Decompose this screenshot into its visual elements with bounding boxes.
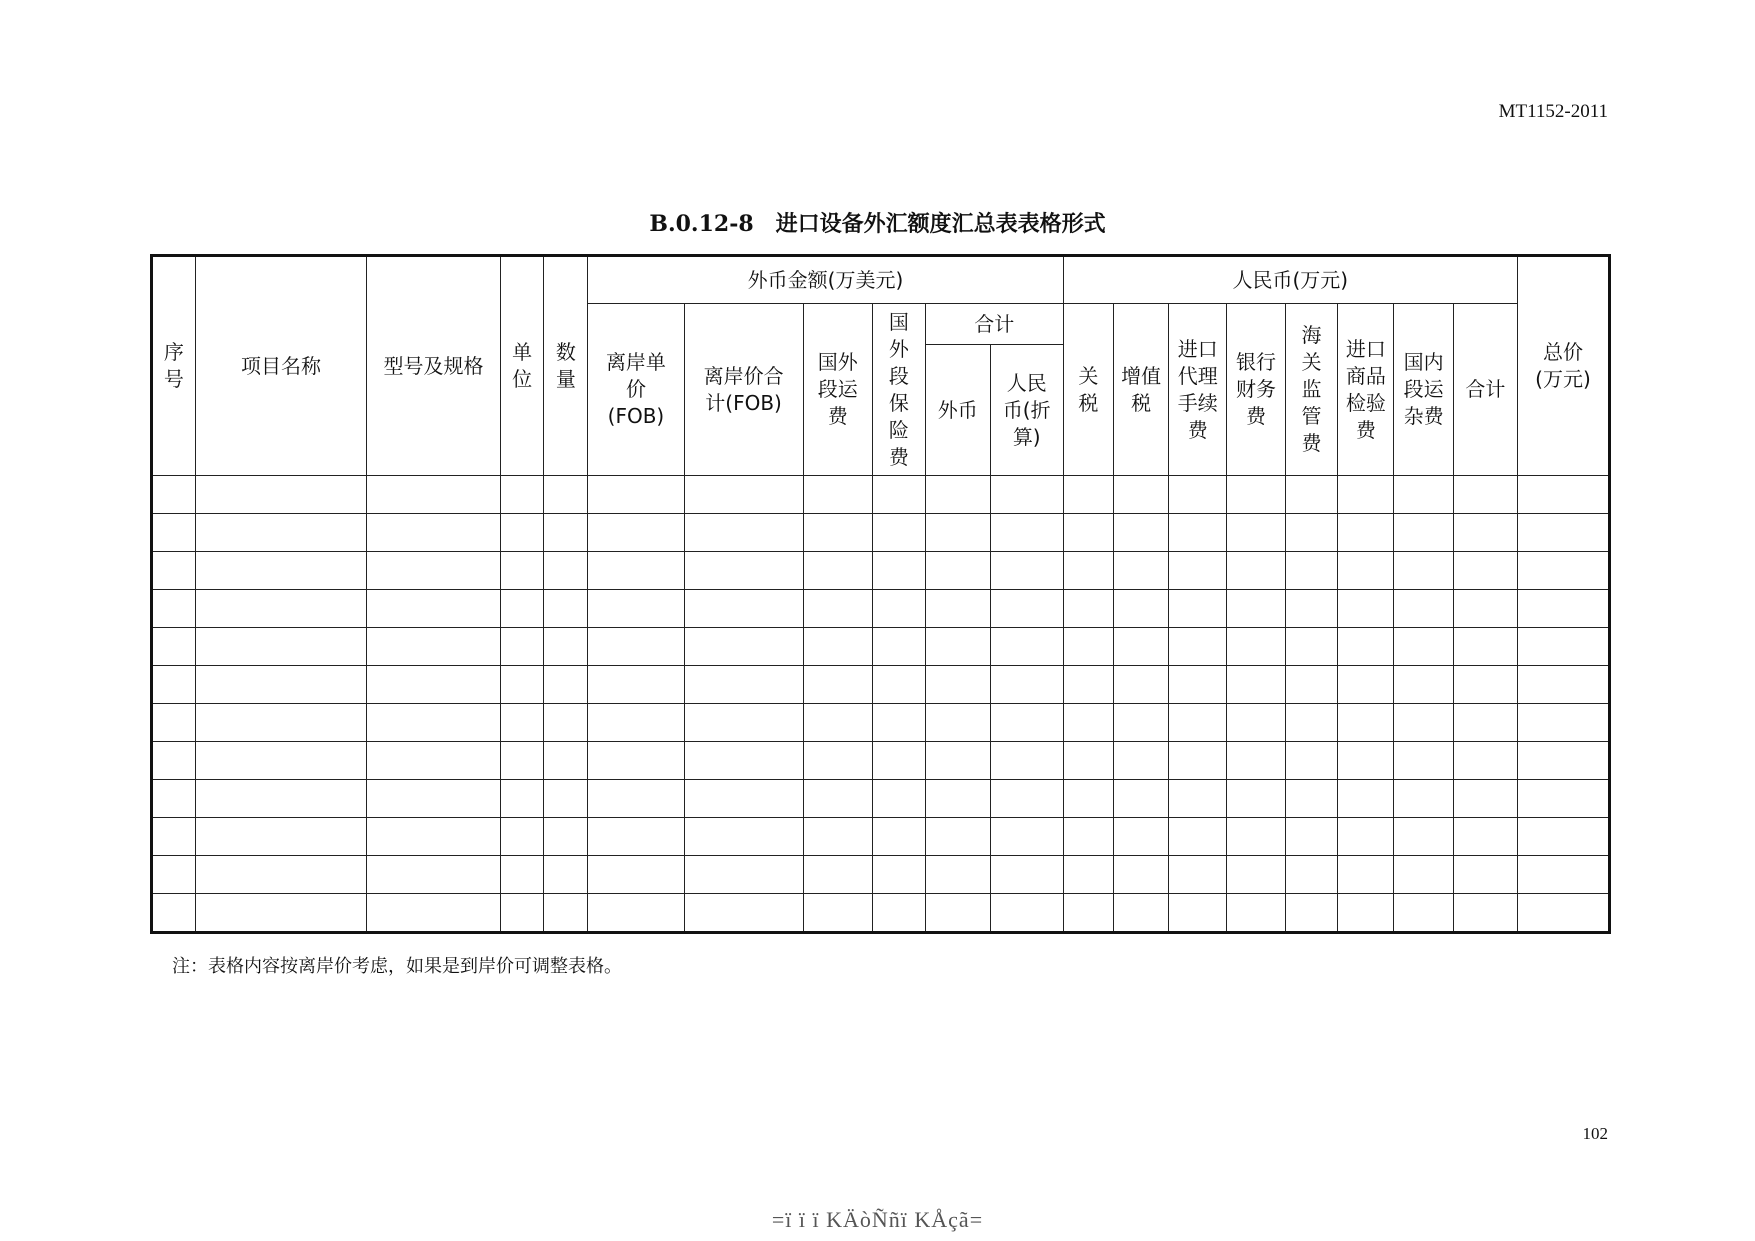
table-cell (1169, 894, 1227, 933)
table-cell (195, 552, 367, 590)
table-cell (500, 628, 544, 666)
header-foreign-group: 外币金额(万美元) (588, 256, 1063, 304)
table-cell (990, 818, 1063, 856)
table-cell (152, 704, 196, 742)
table-cell (925, 856, 990, 894)
table-cell (1338, 628, 1394, 666)
table-cell (367, 514, 500, 552)
table-cell (1114, 590, 1169, 628)
summary-table (150, 254, 1611, 934)
table-row (152, 666, 1610, 704)
table-cell (195, 590, 367, 628)
table-cell (684, 666, 803, 704)
table-cell (1227, 590, 1285, 628)
table-cell (1114, 818, 1169, 856)
table-row (152, 552, 1610, 590)
table-cell (1285, 476, 1338, 514)
table-cell (1338, 590, 1394, 628)
table-cell (1169, 856, 1227, 894)
table-cell (544, 780, 588, 818)
table-cell (873, 818, 926, 856)
table-cell (925, 666, 990, 704)
table-cell (1394, 742, 1453, 780)
table-cell (152, 894, 196, 933)
table-cell (152, 552, 196, 590)
table-cell (925, 552, 990, 590)
table-cell (1063, 476, 1113, 514)
table-cell (1169, 666, 1227, 704)
table-cell (1063, 818, 1113, 856)
table-cell (925, 742, 990, 780)
table-cell (925, 704, 990, 742)
table-row (152, 704, 1610, 742)
table-cell (925, 628, 990, 666)
table-cell (803, 818, 873, 856)
table-cell (195, 818, 367, 856)
table-cell (1227, 704, 1285, 742)
table-cell (990, 742, 1063, 780)
table-cell (195, 476, 367, 514)
table-cell (1338, 704, 1394, 742)
table-cell (152, 780, 196, 818)
table-cell (500, 514, 544, 552)
table-cell (1063, 780, 1113, 818)
table-cell (1114, 894, 1169, 933)
table-cell (1114, 628, 1169, 666)
table-cell (1063, 704, 1113, 742)
header-overseas-insurance: 国外段保险费 (873, 304, 926, 476)
table-cell (684, 856, 803, 894)
table-cell (1285, 552, 1338, 590)
table-cell (152, 666, 196, 704)
table-cell (544, 666, 588, 704)
header-customs-supervision-fee: 海关监管费 (1285, 304, 1338, 476)
table-cell (1394, 894, 1453, 933)
table-cell (544, 590, 588, 628)
table-cell (873, 514, 926, 552)
table-cell (1169, 704, 1227, 742)
table-cell (1453, 894, 1517, 933)
table-cell (1114, 742, 1169, 780)
table-cell (588, 514, 684, 552)
table-cell (500, 476, 544, 514)
table-cell (1453, 742, 1517, 780)
table-cell (1114, 514, 1169, 552)
table-cell (195, 628, 367, 666)
table-cell (1338, 856, 1394, 894)
table-cell (990, 704, 1063, 742)
table-cell (925, 818, 990, 856)
table-cell (1063, 666, 1113, 704)
table-cell (1453, 856, 1517, 894)
table-cell (544, 514, 588, 552)
table-cell (1227, 514, 1285, 552)
table-cell (1063, 628, 1113, 666)
table-cell (588, 742, 684, 780)
table-cell (195, 742, 367, 780)
table-cell (873, 742, 926, 780)
table-cell (925, 476, 990, 514)
table-cell (873, 780, 926, 818)
table-cell (1453, 514, 1517, 552)
table-cell (1517, 704, 1609, 742)
table-row (152, 780, 1610, 818)
table-cell (1169, 742, 1227, 780)
table-cell (1517, 894, 1609, 933)
table-row (152, 856, 1610, 894)
table-cell (1453, 704, 1517, 742)
table-cell (1285, 818, 1338, 856)
table-cell (1394, 628, 1453, 666)
table-cell (1338, 742, 1394, 780)
document-code: MT1152-2011 (1498, 101, 1608, 122)
table-cell (1394, 514, 1453, 552)
table-cell (152, 856, 196, 894)
table-cell (684, 552, 803, 590)
header-item-name: 项目名称 (195, 256, 367, 476)
table-cell (803, 894, 873, 933)
table-cell (1338, 552, 1394, 590)
table-cell (990, 514, 1063, 552)
table-cell (684, 818, 803, 856)
table-cell (684, 894, 803, 933)
table-cell (1227, 818, 1285, 856)
table-cell (588, 780, 684, 818)
table-cell (588, 666, 684, 704)
table-cell (925, 780, 990, 818)
table-cell (1453, 628, 1517, 666)
table-cell (152, 628, 196, 666)
table-cell (1063, 590, 1113, 628)
footer-garbled-text: =ï ï ï KÄòÑñï KÅçã= (771, 1207, 984, 1232)
table-cell (500, 742, 544, 780)
table-cell (925, 514, 990, 552)
table-cell (1394, 780, 1453, 818)
table-cell (588, 552, 684, 590)
table-cell (1285, 590, 1338, 628)
table-cell (1169, 590, 1227, 628)
table-cell (1338, 894, 1394, 933)
header-inspection-fee: 进口商品检验费 (1338, 304, 1394, 476)
table-row (152, 590, 1610, 628)
table-cell (544, 628, 588, 666)
table-cell (500, 552, 544, 590)
table-row (152, 818, 1610, 856)
table-cell (990, 856, 1063, 894)
table-cell (1063, 894, 1113, 933)
table-cell (195, 514, 367, 552)
header-subtotal: 合计 (925, 304, 1063, 345)
table-cell (1285, 894, 1338, 933)
table-cell (1394, 666, 1453, 704)
table-cell (544, 856, 588, 894)
table-cell (367, 476, 500, 514)
table-cell (1517, 818, 1609, 856)
table-cell (1338, 666, 1394, 704)
table-cell (803, 514, 873, 552)
table-cell (1453, 780, 1517, 818)
table-cell (1394, 552, 1453, 590)
table-cell (684, 704, 803, 742)
table-cell (500, 894, 544, 933)
table-cell (195, 894, 367, 933)
table-cell (990, 628, 1063, 666)
table-cell (588, 476, 684, 514)
table-cell (1285, 780, 1338, 818)
table-cell (925, 590, 990, 628)
table-cell (1285, 666, 1338, 704)
table-cell (1517, 514, 1609, 552)
table-cell (1169, 628, 1227, 666)
table-cell (1063, 742, 1113, 780)
table-cell (990, 780, 1063, 818)
table-cell (1114, 780, 1169, 818)
table-cell (1338, 476, 1394, 514)
table-cell (500, 818, 544, 856)
table-cell (1169, 514, 1227, 552)
table-cell (803, 780, 873, 818)
table-cell (500, 780, 544, 818)
header-unit: 单位 (500, 256, 544, 476)
table-cell (500, 704, 544, 742)
table-cell (873, 666, 926, 704)
table-cell (1063, 552, 1113, 590)
table-cell (990, 590, 1063, 628)
table-cell (544, 704, 588, 742)
table-cell (1453, 818, 1517, 856)
table-cell (1453, 552, 1517, 590)
table-cell (803, 666, 873, 704)
table-cell (1169, 780, 1227, 818)
header-subtotal-foreign: 外币 (925, 345, 990, 476)
table-cell (873, 590, 926, 628)
table-cell (367, 894, 500, 933)
table-row (152, 628, 1610, 666)
table-cell (990, 552, 1063, 590)
table-cell (1227, 856, 1285, 894)
table-cell (1394, 856, 1453, 894)
header-rmb-total: 合计 (1453, 304, 1517, 476)
header-seq: 序号 (152, 256, 196, 476)
header-vat: 增值税 (1114, 304, 1169, 476)
table-cell (803, 704, 873, 742)
table-cell (1517, 476, 1609, 514)
table-cell (925, 894, 990, 933)
table-cell (367, 742, 500, 780)
page-number: 102 (1582, 1124, 1608, 1143)
table-cell (1517, 666, 1609, 704)
table-cell (588, 894, 684, 933)
table-cell (367, 552, 500, 590)
table-cell (1227, 894, 1285, 933)
table-cell (1169, 552, 1227, 590)
table-cell (873, 704, 926, 742)
table-row (152, 742, 1610, 780)
table-row (152, 476, 1610, 514)
table-cell (1227, 666, 1285, 704)
table-cell (544, 476, 588, 514)
header-subtotal-rmb: 人民币(折算) (990, 345, 1063, 476)
table-cell (684, 628, 803, 666)
table-cell (152, 476, 196, 514)
table-cell (367, 666, 500, 704)
table-cell (1453, 590, 1517, 628)
table-cell (588, 818, 684, 856)
table-cell (367, 818, 500, 856)
table-cell (588, 628, 684, 666)
table-cell (1114, 666, 1169, 704)
table-cell (1285, 704, 1338, 742)
table-cell (1453, 666, 1517, 704)
header-fob-unit-price: 离岸单价(FOB) (588, 304, 684, 476)
header-model-spec: 型号及规格 (367, 256, 500, 476)
table-cell (195, 780, 367, 818)
table-cell (873, 628, 926, 666)
table-cell (1169, 476, 1227, 514)
table-cell (1394, 590, 1453, 628)
table-title: B.0.12-8 进口设备外汇额度汇总表表格形式 (649, 211, 1106, 237)
table-cell (1227, 552, 1285, 590)
table-cell (1394, 476, 1453, 514)
table-cell (588, 856, 684, 894)
header-import-agency-fee: 进口代理手续费 (1169, 304, 1227, 476)
table-cell (152, 742, 196, 780)
table-cell (1285, 628, 1338, 666)
table-cell (1517, 552, 1609, 590)
table-cell (367, 856, 500, 894)
table-cell (803, 590, 873, 628)
table-cell (1338, 514, 1394, 552)
header-bank-fee: 银行财务费 (1227, 304, 1285, 476)
table-cell (990, 476, 1063, 514)
table-cell (1227, 476, 1285, 514)
table-cell (1227, 780, 1285, 818)
table-cell (1285, 742, 1338, 780)
table-cell (1169, 818, 1227, 856)
table-cell (1285, 514, 1338, 552)
table-cell (544, 894, 588, 933)
table-cell (990, 894, 1063, 933)
table-cell (684, 742, 803, 780)
header-customs-duty: 关税 (1063, 304, 1113, 476)
table-cell (1517, 742, 1609, 780)
table-cell (1453, 476, 1517, 514)
table-cell (873, 552, 926, 590)
table-cell (500, 856, 544, 894)
table-cell (588, 704, 684, 742)
table-cell (873, 476, 926, 514)
table-note: 注：表格内容按离岸价考虑，如果是到岸价可调整表格。 (172, 956, 622, 977)
table-cell (367, 780, 500, 818)
table-cell (1338, 780, 1394, 818)
table-cell (544, 742, 588, 780)
table-cell (152, 514, 196, 552)
table-cell (684, 476, 803, 514)
header-quantity: 数量 (544, 256, 588, 476)
table-cell (1063, 514, 1113, 552)
table-cell (1394, 704, 1453, 742)
table-cell (500, 590, 544, 628)
table-cell (1517, 628, 1609, 666)
table-cell (152, 590, 196, 628)
table-cell (684, 514, 803, 552)
header-domestic-misc: 国内段运杂费 (1394, 304, 1453, 476)
table-cell (1227, 628, 1285, 666)
table-cell (1285, 856, 1338, 894)
table-row (152, 894, 1610, 933)
table-cell (544, 552, 588, 590)
table-cell (367, 704, 500, 742)
table-cell (803, 856, 873, 894)
table-cell (684, 780, 803, 818)
table-cell (1114, 856, 1169, 894)
table-cell (1517, 590, 1609, 628)
table-cell (873, 894, 926, 933)
header-row-1 (152, 256, 1610, 304)
table-cell (367, 628, 500, 666)
table-cell (195, 666, 367, 704)
table-cell (544, 818, 588, 856)
table-cell (1227, 742, 1285, 780)
table-cell (367, 590, 500, 628)
table-cell (1517, 780, 1609, 818)
header-overseas-freight: 国外段运费 (803, 304, 873, 476)
table-row (152, 514, 1610, 552)
table-cell (1063, 856, 1113, 894)
header-fob-total: 离岸价合计(FOB) (684, 304, 803, 476)
table-cell (1114, 552, 1169, 590)
table-cell (803, 628, 873, 666)
header-grand-total: 总价(万元) (1517, 256, 1609, 476)
table-cell (803, 476, 873, 514)
table-cell (195, 856, 367, 894)
table-cell (990, 666, 1063, 704)
table-cell (684, 590, 803, 628)
header-rmb-group: 人民币(万元) (1063, 256, 1517, 304)
table-cell (803, 552, 873, 590)
table-cell (803, 742, 873, 780)
table-cell (1517, 856, 1609, 894)
table-cell (1114, 704, 1169, 742)
table-cell (195, 704, 367, 742)
table-cell (588, 590, 684, 628)
table-cell (500, 666, 544, 704)
table-cell (1394, 818, 1453, 856)
table-cell (1114, 476, 1169, 514)
table-cell (1338, 818, 1394, 856)
table-cell (873, 856, 926, 894)
table-cell (152, 818, 196, 856)
